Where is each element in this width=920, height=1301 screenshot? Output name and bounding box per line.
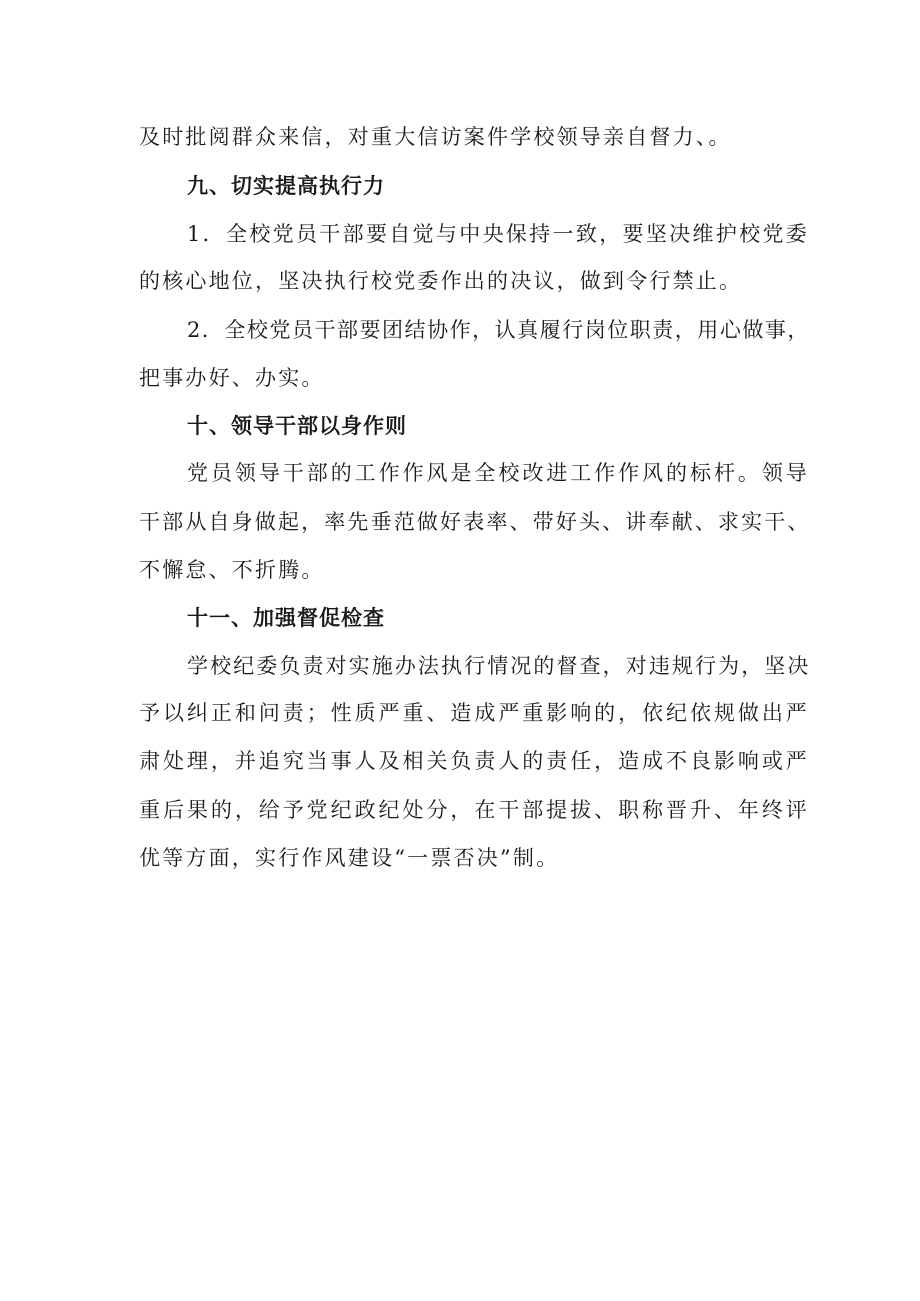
section-10-paragraph-line-2: 干部从自身做起，率先垂范做好表率、带好头、讲奉献、求实干、 xyxy=(139,510,809,534)
section-9-item-2-line-2: 把事办好、办实。 xyxy=(139,366,325,390)
section-11-paragraph-line-4: 重后果的，给予党纪政纪处分，在干部提拔、职称晋升、年终评 xyxy=(139,798,809,822)
section-9-heading: 九、切实提高执行力 xyxy=(187,174,385,198)
section-10-paragraph-line-1: 党员领导干部的工作作风是全校改进工作作风的标杆。领导 xyxy=(187,461,809,485)
section-11-paragraph-line-5: 优等方面，实行作风建设“一票否决”制。 xyxy=(139,846,560,870)
continuation-line: 及时批阅群众来信，对重大信访案件学校领导亲自督力、。 xyxy=(139,125,732,149)
section-9-item-2-line-1: 2．全校党员干部要团结协作，认真履行岗位职责，用心做事， xyxy=(187,318,809,342)
section-9-item-1-line-2: 的核心地位，坚决执行校党委作出的决议，做到令行禁止。 xyxy=(139,269,743,293)
section-9-item-1-line-1: 1．全校党员干部要自觉与中央保持一致，要坚决维护校党委 xyxy=(187,222,809,246)
section-10-paragraph-line-3: 不懈怠、不折腾。 xyxy=(139,558,325,582)
section-11-paragraph-line-1: 学校纪委负责对实施办法执行情况的督查，对违规行为，坚决 xyxy=(187,654,809,678)
section-10-heading: 十、领导干部以身作则 xyxy=(187,414,407,438)
section-11-heading: 十一、加强督促检查 xyxy=(187,606,385,630)
section-11-paragraph-line-3: 肃处理，并追究当事人及相关负责人的责任，造成不良影响或严 xyxy=(139,749,809,773)
section-11-paragraph-line-2: 予以纠正和问责；性质严重、造成严重影响的，依纪依规做出严 xyxy=(139,701,809,725)
